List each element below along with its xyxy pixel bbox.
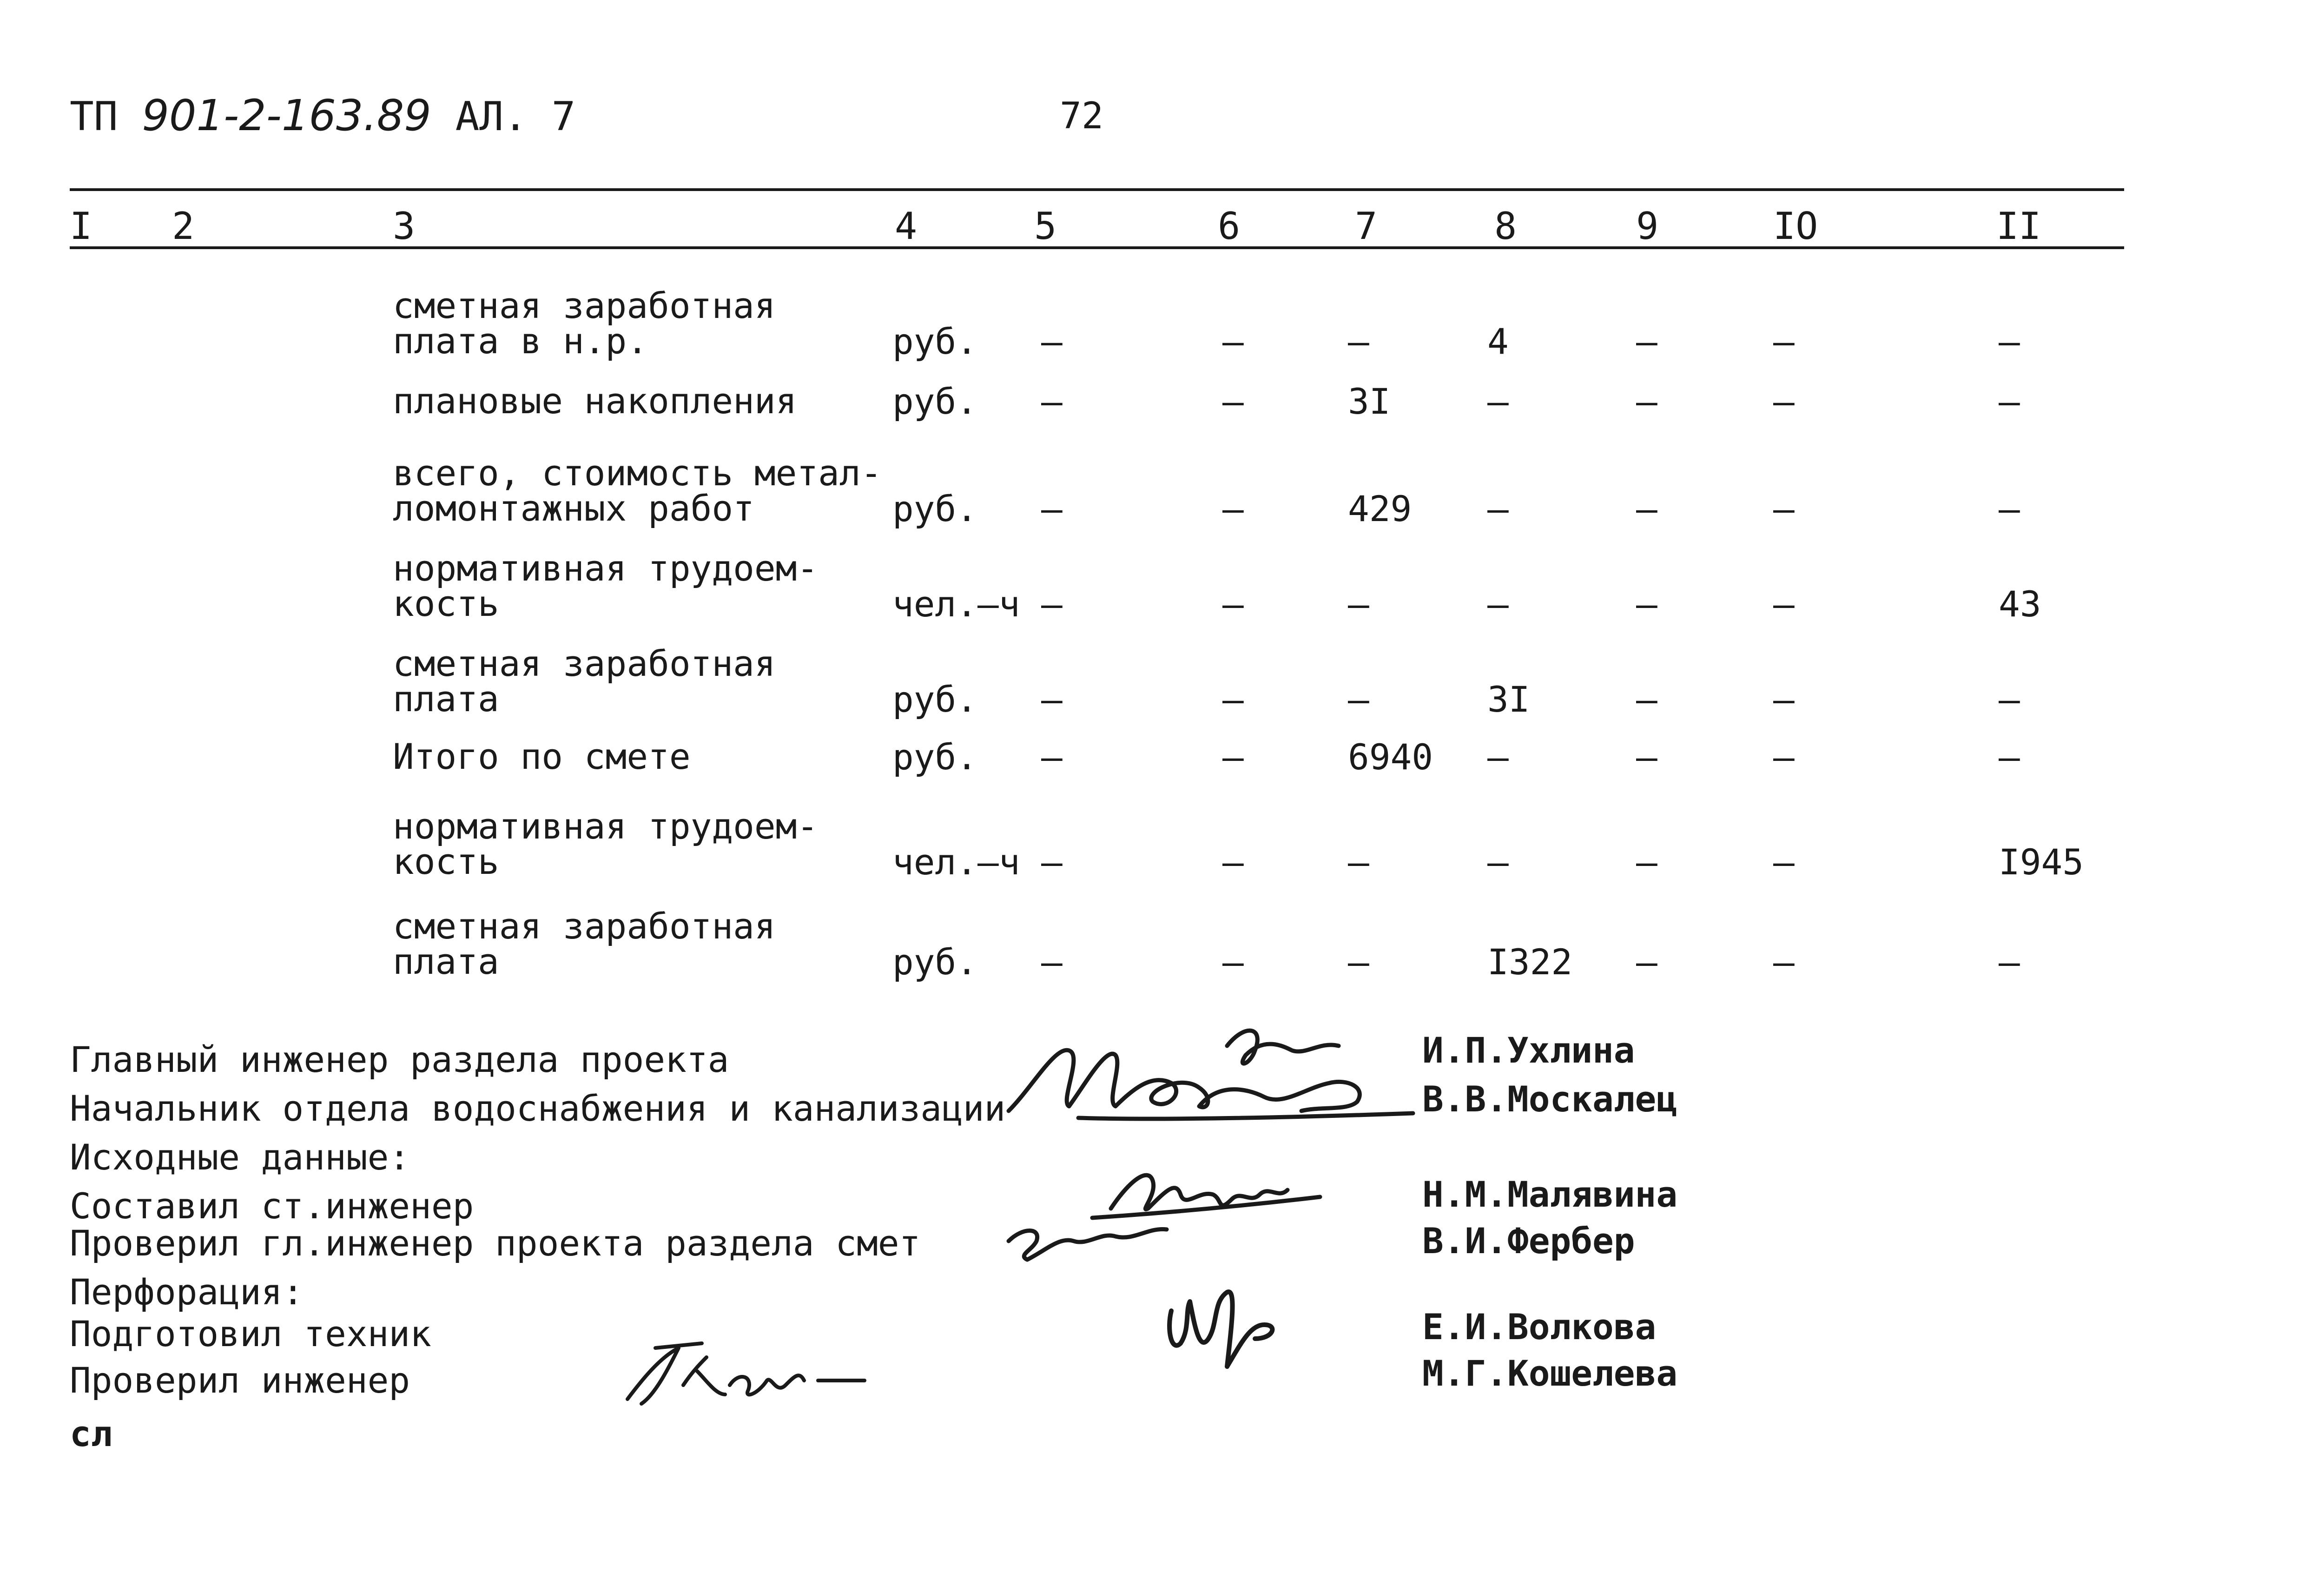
cell-c7: – [1348,679,1369,720]
row-label-line: кость [393,583,499,624]
col-header-3: 3 [393,205,416,248]
cell-c8: – [1487,488,1509,529]
cell-unit: руб. [892,321,978,362]
cell-c5: – [1041,941,1063,983]
col-header-10: IO [1773,205,1818,248]
cell-unit: руб. [892,679,978,720]
section-perforation: Перфорация: [70,1271,304,1313]
row-label-line: плата [393,678,499,720]
cell-c5: – [1041,583,1063,625]
row-label-line: нормативная трудоем- [393,548,819,589]
code-prefix: ТП [70,93,118,140]
cell-c9: – [1636,583,1657,625]
row-label-line: Итого по смете [393,736,691,777]
role-prepared-by: Подготовил техник [70,1313,431,1354]
col-header-8: 8 [1494,205,1517,248]
row-label-line: ломонтажных работ [393,488,754,529]
col-header-9: 9 [1636,205,1659,248]
cell-c10: – [1773,381,1795,422]
name-ukhlina: И.П.Ухлина [1422,1030,1635,1071]
cell-c7: 6940 [1348,736,1433,778]
cell-c6: – [1222,583,1244,625]
cell-c7: 429 [1348,488,1412,529]
signature-kosheleva [614,1329,874,1422]
col-header-2: 2 [172,205,195,248]
row-label-line: сметная заработная [393,905,776,947]
sheet-label: АЛ. 7 [455,93,576,140]
cell-c8: I322 [1487,941,1573,983]
cell-c6: – [1222,736,1244,778]
cell-c9: – [1636,736,1657,778]
section-input-data: Исходные данные: [70,1136,410,1178]
cell-c8: – [1487,583,1509,625]
cell-c5: – [1041,841,1063,883]
col-header-11: II [1996,205,2041,248]
cell-c11: – [1999,321,2020,362]
col-header-7: 7 [1355,205,1378,248]
name-moskalets: В.В.Москалец [1422,1078,1678,1120]
cell-unit: руб. [892,941,978,983]
role-checked-engineer: Проверил инженер [70,1360,410,1401]
row-label-line: сметная заработная [393,285,776,326]
cell-c6: – [1222,381,1244,422]
cell-unit: чел.–ч [892,583,1020,625]
cell-c9: – [1636,381,1657,422]
cell-c10: – [1773,488,1795,529]
role-chief-engineer: Главный инженер раздела проекта [70,1039,729,1080]
cell-c7: 3I [1348,381,1391,422]
col-header-5: 5 [1034,205,1057,248]
name-kosheleva: М.Г.Кошелева [1422,1353,1678,1394]
cell-c11: – [1999,381,2020,422]
cell-c10: – [1773,583,1795,625]
cell-c11: – [1999,941,2020,983]
name-ferber: В.И.Фербер [1422,1220,1635,1262]
role-department-head: Начальник отдела водоснабжения и канализации [70,1088,1006,1129]
col-header-4: 4 [895,205,918,248]
cell-c6: – [1222,321,1244,362]
cell-c7: – [1348,941,1369,983]
cell-c8: – [1487,381,1509,422]
cell-c8: 3I [1487,679,1530,720]
signature-ukhlina-moskalets [1004,1018,1422,1139]
cell-c9: – [1636,488,1657,529]
col-header-1: I [70,205,92,248]
cell-c11: – [1999,488,2020,529]
cell-c6: – [1222,941,1244,983]
code-number: 901-2-163.89 [142,91,431,140]
role-compiled-by: Составил ст.инженер [70,1185,474,1227]
cell-c10: – [1773,941,1795,983]
cell-c9: – [1636,841,1657,883]
cell-c5: – [1041,736,1063,778]
cell-c10: – [1773,841,1795,883]
cell-c6: – [1222,488,1244,529]
cell-c9: – [1636,941,1657,983]
row-label-line: кость [393,841,499,882]
cell-c5: – [1041,679,1063,720]
document-code [70,91,575,140]
row-label-line: всего, стоимость метал- [393,452,882,494]
cell-c10: – [1773,736,1795,778]
name-malyavina: Н.М.Малявина [1422,1174,1678,1215]
page-number: 72 [1060,95,1103,137]
col-header-6: 6 [1218,205,1241,248]
signature-malyavina-ferber [999,1153,1334,1269]
cell-unit: чел.–ч [892,841,1020,883]
name-volkova: Е.И.Волкова [1422,1306,1657,1348]
cell-c7: – [1348,841,1369,883]
cell-unit: руб. [892,736,978,778]
signature-volkova [1157,1274,1306,1385]
row-label-line: плановые накопления [393,380,797,422]
row-label-line: нормативная трудоем- [393,806,819,847]
cell-c5: – [1041,321,1063,362]
row-label-line: сметная заработная [393,643,776,684]
cell-c9: – [1636,321,1657,362]
cell-c5: – [1041,488,1063,529]
cell-c8: 4 [1487,321,1509,362]
cell-c6: – [1222,841,1244,883]
cell-c7: – [1348,321,1369,362]
row-label-line: плата в н.р. [393,320,648,362]
cell-c11: – [1999,736,2020,778]
cell-c5: – [1041,381,1063,422]
row-label-line: плата [393,941,499,982]
role-checked-by: Проверил гл.инженер проекта раздела смет [70,1222,921,1264]
cell-c10: – [1773,679,1795,720]
cell-c11: – [1999,679,2020,720]
table-top-rule [70,188,2124,191]
cell-unit: руб. [892,488,978,529]
cell-c11: I945 [1999,841,2084,883]
cell-unit: руб. [892,381,978,422]
cell-c11: 43 [1999,583,2041,625]
cell-c10: – [1773,321,1795,362]
cell-c6: – [1222,679,1244,720]
cell-c8: – [1487,736,1509,778]
cell-c7: – [1348,583,1369,625]
initials-mark: сл [70,1413,112,1454]
cell-c9: – [1636,679,1657,720]
cell-c8: – [1487,841,1509,883]
